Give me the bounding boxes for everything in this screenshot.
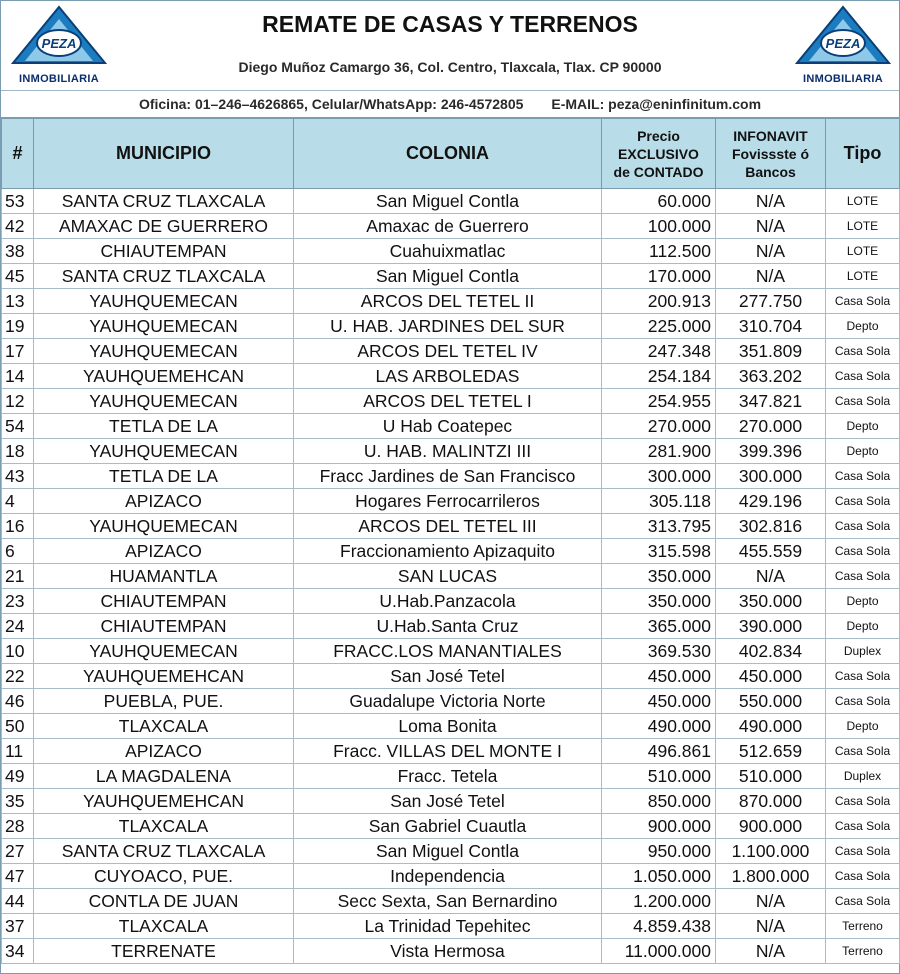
precio-header-line-3: de CONTADO [613,163,704,180]
precio-cell: 350.000 [602,564,716,589]
colonia-cell: LAS ARBOLEDAS [294,364,602,389]
table-row [2,539,900,564]
credito-cell: 900.000 [716,814,826,839]
municipio-cell: YAUHQUEMECAN [34,639,294,664]
company-address: Diego Muñoz Camargo 36, Col. Centro, Tlaxcala, Tlax. CP 90000 [238,59,662,75]
precio-cell: 200.913 [602,289,716,314]
credito-cell: 450.000 [716,664,826,689]
municipio-cell: CHIAUTEMPAN [34,589,294,614]
email-text[interactable]: E-MAIL: peza@eninfinitum.com [551,96,762,112]
row-number: 38 [2,239,34,264]
colonia-cell: ARCOS DEL TETEL III [294,514,602,539]
table-row [2,189,900,214]
credito-cell: 350.000 [716,589,826,614]
tipo-cell: Casa Sola [826,664,900,689]
precio-header-line-1: Precio [637,127,680,144]
credito-cell: 270.000 [716,414,826,439]
row-number: 47 [2,864,34,889]
logo-text: INMOBILIARIA [19,73,99,85]
column-header-infonavit [716,119,826,189]
svg-text:PEZA: PEZA [825,36,861,51]
table-row [2,439,900,464]
column-header-municipio: MUNICIPIO [34,119,294,189]
colonia-cell: San José Tetel [294,789,602,814]
credito-cell: 310.704 [716,314,826,339]
tipo-cell: Depto [826,314,900,339]
row-number: 34 [2,939,34,964]
row-number: 10 [2,639,34,664]
colonia-cell: Secc Sexta, San Bernardino [294,889,602,914]
municipio-cell: APIZACO [34,739,294,764]
row-number: 42 [2,214,34,239]
municipio-cell: CHIAUTEMPAN [34,239,294,264]
colonia-cell: Hogares Ferrocarrileros [294,489,602,514]
listings-table [1,118,900,964]
colonia-cell: Guadalupe Victoria Norte [294,689,602,714]
credito-cell: 429.196 [716,489,826,514]
colonia-cell: Fracc. Tetela [294,764,602,789]
colonia-cell: La Trinidad Tepehitec [294,914,602,939]
table-row [2,664,900,689]
credito-cell: 550.000 [716,689,826,714]
precio-cell: 247.348 [602,339,716,364]
precio-cell: 365.000 [602,614,716,639]
precio-cell: 510.000 [602,764,716,789]
municipio-cell: SANTA CRUZ TLAXCALA [34,264,294,289]
municipio-cell: TERRENATE [34,939,294,964]
municipio-cell: YAUHQUEMECAN [34,289,294,314]
tipo-cell: Duplex [826,764,900,789]
row-number: 24 [2,614,34,639]
row-number: 27 [2,839,34,864]
column-header-tipo: Tipo [826,119,900,189]
precio-cell: 60.000 [602,189,716,214]
colonia-cell: San Miguel Contla [294,264,602,289]
sheet-header [1,1,899,118]
table-row [2,464,900,489]
colonia-cell: San Miguel Contla [294,839,602,864]
credito-cell: N/A [716,239,826,264]
municipio-cell: PUEBLA, PUE. [34,689,294,714]
row-number: 18 [2,439,34,464]
table-row [2,289,900,314]
colonia-cell: U.Hab.Panzacola [294,589,602,614]
table-row [2,864,900,889]
colonia-cell: U. HAB. MALINTZI III [294,439,602,464]
municipio-cell: YAUHQUEMEHCAN [34,364,294,389]
credito-cell: 510.000 [716,764,826,789]
table-row [2,314,900,339]
municipio-cell: LA MAGDALENA [34,764,294,789]
row-number: 37 [2,914,34,939]
precio-cell: 254.955 [602,389,716,414]
phone-text: Oficina: 01–246–4626865, Celular/WhatsApp: 246-4572805 [138,96,524,112]
row-number: 21 [2,564,34,589]
precio-cell: 900.000 [602,814,716,839]
credito-cell: 302.816 [716,514,826,539]
column-header-colonia: COLONIA [294,119,602,189]
table-row [2,514,900,539]
tipo-cell: Casa Sola [826,289,900,314]
row-number: 49 [2,764,34,789]
municipio-cell: TLAXCALA [34,914,294,939]
municipio-cell: HUAMANTLA [34,564,294,589]
municipio-cell: CONTLA DE JUAN [34,889,294,914]
colonia-cell: FRACC.LOS MANANTIALES [294,639,602,664]
row-number: 45 [2,264,34,289]
row-number: 28 [2,814,34,839]
municipio-cell: TLAXCALA [34,714,294,739]
page-title: REMATE DE CASAS Y TERRENOS [262,11,638,37]
tipo-cell: Casa Sola [826,689,900,714]
colonia-cell: Fracc Jardines de San Francisco [294,464,602,489]
credito-cell: N/A [716,189,826,214]
credito-cell: N/A [716,889,826,914]
credito-cell: 490.000 [716,714,826,739]
tipo-cell: Casa Sola [826,564,900,589]
table-row [2,214,900,239]
row-number: 4 [2,489,34,514]
row-number: 19 [2,314,34,339]
tipo-cell: Casa Sola [826,339,900,364]
municipio-cell: TETLA DE LA [34,414,294,439]
row-number: 53 [2,189,34,214]
company-logo-right [793,5,893,87]
credito-cell: 1.800.000 [716,864,826,889]
credito-cell: N/A [716,939,826,964]
credito-cell: N/A [716,914,826,939]
colonia-cell: U Hab Coatepec [294,414,602,439]
colonia-cell: Fracc. VILLAS DEL MONTE I [294,739,602,764]
tipo-cell: Casa Sola [826,789,900,814]
tipo-cell: Terreno [826,914,900,939]
row-number: 12 [2,389,34,414]
infonavit-header-line-3: Bancos [745,163,796,180]
row-number: 14 [2,364,34,389]
tipo-cell: LOTE [826,214,900,239]
precio-cell: 112.500 [602,239,716,264]
tipo-cell: Casa Sola [826,839,900,864]
credito-cell: 363.202 [716,364,826,389]
tipo-cell: LOTE [826,264,900,289]
table-row [2,689,900,714]
municipio-cell: SANTA CRUZ TLAXCALA [34,839,294,864]
tipo-cell: Casa Sola [826,739,900,764]
colonia-cell: Amaxac de Guerrero [294,214,602,239]
credito-cell: 455.559 [716,539,826,564]
precio-cell: 490.000 [602,714,716,739]
municipio-cell: AMAXAC DE GUERRERO [34,214,294,239]
colonia-cell: SAN LUCAS [294,564,602,589]
infonavit-header-line-1: INFONAVIT [733,127,808,144]
tipo-cell: Depto [826,589,900,614]
colonia-cell: Fraccionamiento Apizaquito [294,539,602,564]
row-number: 22 [2,664,34,689]
table-row [2,389,900,414]
tipo-cell: Depto [826,714,900,739]
precio-cell: 496.861 [602,739,716,764]
table-row [2,739,900,764]
table-row [2,614,900,639]
tipo-cell: Casa Sola [826,514,900,539]
municipio-cell: APIZACO [34,539,294,564]
precio-cell: 950.000 [602,839,716,864]
table-row [2,939,900,964]
row-number: 6 [2,539,34,564]
tipo-cell: Casa Sola [826,864,900,889]
tipo-cell: Casa Sola [826,889,900,914]
table-row [2,589,900,614]
credito-cell: 300.000 [716,464,826,489]
municipio-cell: APIZACO [34,489,294,514]
municipio-cell: CHIAUTEMPAN [34,614,294,639]
municipio-cell: YAUHQUEMECAN [34,389,294,414]
row-number: 46 [2,689,34,714]
municipio-cell: CUYOACO, PUE. [34,864,294,889]
precio-cell: 300.000 [602,464,716,489]
colonia-cell: U.Hab.Santa Cruz [294,614,602,639]
credito-cell: N/A [716,564,826,589]
credito-cell: 512.659 [716,739,826,764]
house-logo-icon [793,5,893,71]
table-row [2,714,900,739]
row-number: 43 [2,464,34,489]
table-row [2,814,900,839]
tipo-cell: Depto [826,439,900,464]
precio-cell: 11.000.000 [602,939,716,964]
municipio-cell: YAUHQUEMECAN [34,514,294,539]
municipio-cell: YAUHQUEMEHCAN [34,664,294,689]
row-number: 23 [2,589,34,614]
tipo-cell: Casa Sola [826,464,900,489]
precio-cell: 4.859.438 [602,914,716,939]
row-number: 17 [2,339,34,364]
precio-cell: 254.184 [602,364,716,389]
precio-cell: 1.050.000 [602,864,716,889]
precio-cell: 1.200.000 [602,889,716,914]
table-row [2,914,900,939]
precio-cell: 100.000 [602,214,716,239]
svg-text:PEZA: PEZA [41,36,77,51]
tipo-cell: Depto [826,614,900,639]
tipo-cell: LOTE [826,189,900,214]
credito-cell: 277.750 [716,289,826,314]
tipo-cell: Casa Sola [826,389,900,414]
tipo-cell: Duplex [826,639,900,664]
logo-text: INMOBILIARIA [803,73,883,85]
infonavit-header-line-2: Fovissste ó [731,145,810,162]
row-number: 44 [2,889,34,914]
municipio-cell: YAUHQUEMECAN [34,439,294,464]
row-number: 35 [2,789,34,814]
precio-cell: 369.530 [602,639,716,664]
table-row [2,264,900,289]
precio-cell: 281.900 [602,439,716,464]
credito-cell: 351.809 [716,339,826,364]
row-number: 54 [2,414,34,439]
row-number: 50 [2,714,34,739]
precio-cell: 315.598 [602,539,716,564]
credito-cell: 390.000 [716,614,826,639]
table-row [2,339,900,364]
tipo-cell: Terreno [826,939,900,964]
precio-cell: 305.118 [602,489,716,514]
precio-cell: 270.000 [602,414,716,439]
row-number: 16 [2,514,34,539]
municipio-cell: TLAXCALA [34,814,294,839]
table-row [2,414,900,439]
table-row [2,839,900,864]
colonia-cell: Cuahuixmatlac [294,239,602,264]
colonia-cell: ARCOS DEL TETEL II [294,289,602,314]
precio-cell: 850.000 [602,789,716,814]
precio-cell: 170.000 [602,264,716,289]
credito-cell: 870.000 [716,789,826,814]
municipio-cell: TETLA DE LA [34,464,294,489]
precio-cell: 350.000 [602,589,716,614]
precio-cell: 313.795 [602,514,716,539]
tipo-cell: Casa Sola [826,539,900,564]
table-header-row [2,119,900,189]
municipio-cell: SANTA CRUZ TLAXCALA [34,189,294,214]
credito-cell: 402.834 [716,639,826,664]
tipo-cell: LOTE [826,239,900,264]
precio-cell: 450.000 [602,664,716,689]
table-row [2,789,900,814]
credito-cell: 347.821 [716,389,826,414]
column-header-precio [602,119,716,189]
tipo-cell: Casa Sola [826,489,900,514]
colonia-cell: San Miguel Contla [294,189,602,214]
contact-line [1,90,899,117]
table-row [2,889,900,914]
table-row [2,364,900,389]
precio-cell: 450.000 [602,689,716,714]
credito-cell: N/A [716,264,826,289]
table-row [2,639,900,664]
precio-header-line-2: EXCLUSIVO [618,145,699,162]
tipo-cell: Casa Sola [826,364,900,389]
precio-cell: 225.000 [602,314,716,339]
colonia-cell: San José Tetel [294,664,602,689]
table-row [2,489,900,514]
row-number: 11 [2,739,34,764]
municipio-cell: YAUHQUEMEHCAN [34,789,294,814]
column-header-num: # [2,119,34,189]
table-row [2,764,900,789]
colonia-cell: ARCOS DEL TETEL I [294,389,602,414]
row-number: 13 [2,289,34,314]
table-row [2,239,900,264]
colonia-cell: U. HAB. JARDINES DEL SUR [294,314,602,339]
credito-cell: 399.396 [716,439,826,464]
municipio-cell: YAUHQUEMECAN [34,314,294,339]
colonia-cell: Vista Hermosa [294,939,602,964]
colonia-cell: San Gabriel Cuautla [294,814,602,839]
tipo-cell: Casa Sola [826,814,900,839]
municipio-cell: YAUHQUEMECAN [34,339,294,364]
credito-cell: N/A [716,214,826,239]
colonia-cell: Loma Bonita [294,714,602,739]
table-row [2,564,900,589]
colonia-cell: ARCOS DEL TETEL IV [294,339,602,364]
colonia-cell: Independencia [294,864,602,889]
table-body [2,189,900,964]
tipo-cell: Depto [826,414,900,439]
credito-cell: 1.100.000 [716,839,826,864]
